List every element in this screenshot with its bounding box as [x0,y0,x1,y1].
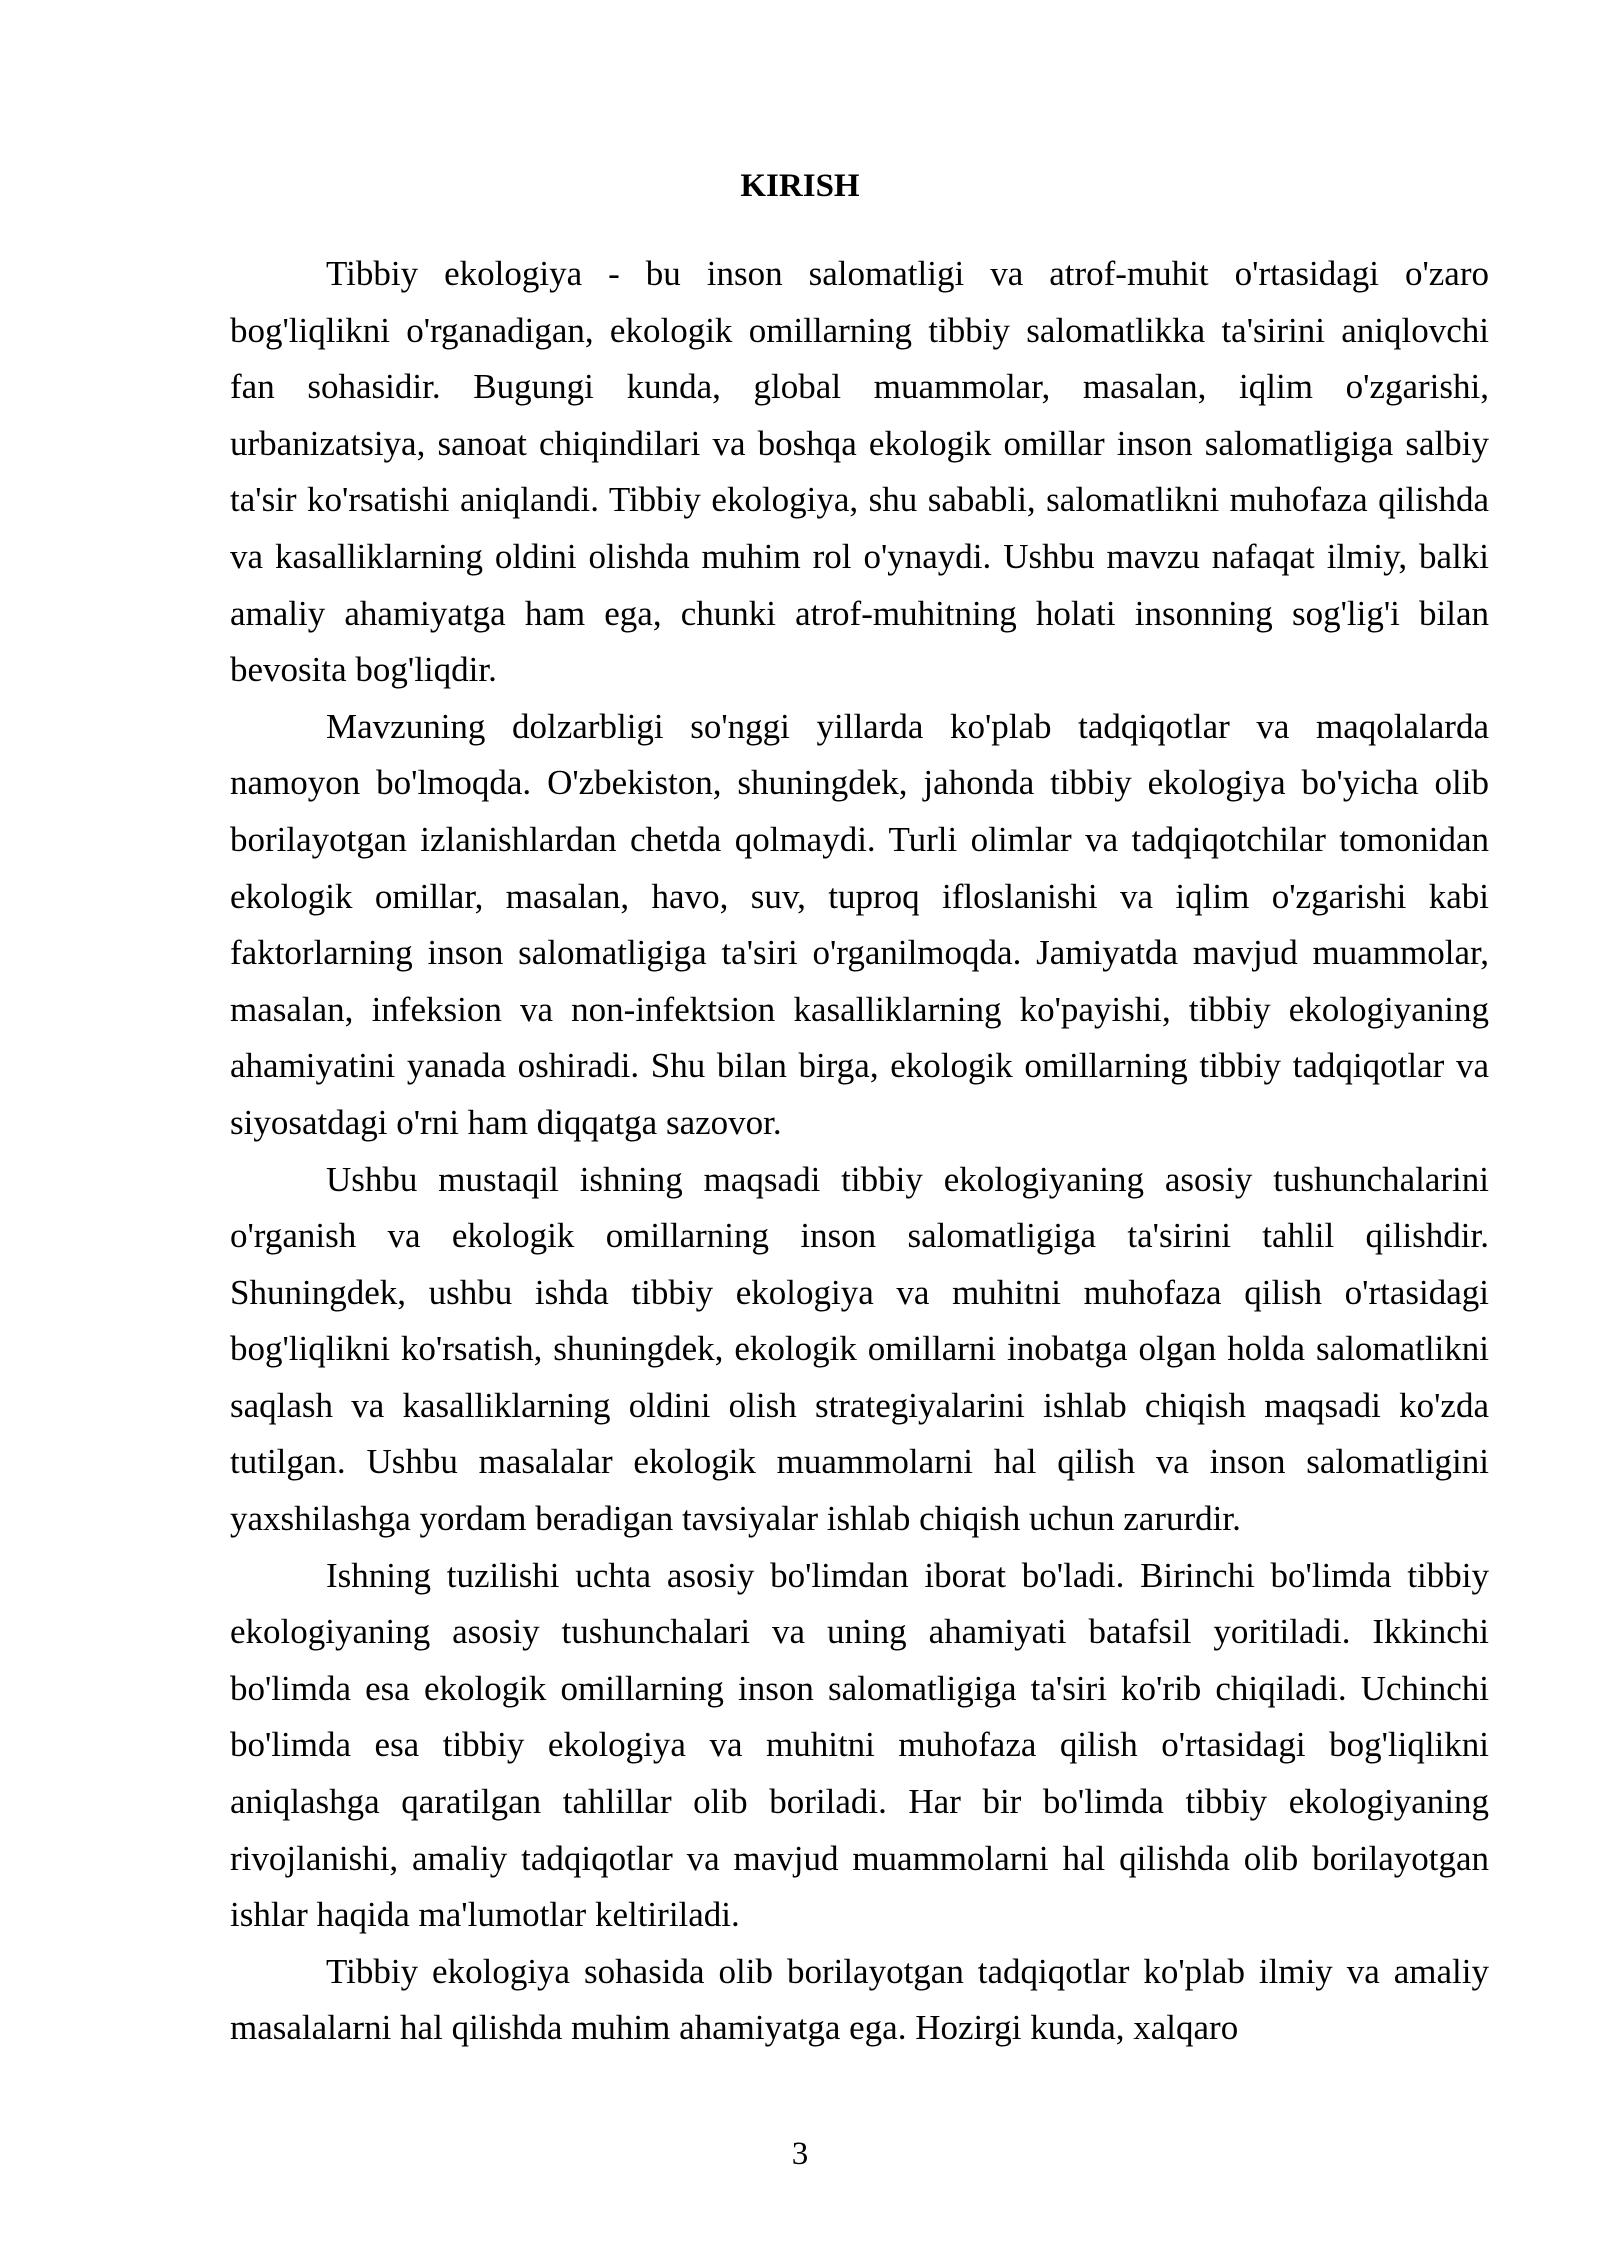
paragraph-5: Tibbiy ekologiya sohasida olib borilayotgan tadqiqotlar ko'plab ilmiy va amaliy masalalarni hal qilishda muhim ahamiyatga ega. Hozirgi kunda, xalqaro [230,1951,1489,2048]
paragraph-2: Mavzuning dolzarbligi so'nggi yillarda ko'plab tadqiqotlar va maqolalarda namoyon bo'lmoqda. O'zbekiston, shuningdek, jahonda tibbiy ekologiya bo'yicha olib borilayotgan izlanishlardan chetda qolmaydi. Turli olimlar va tadqiqotchilar tomonidan ekologik omillar, masalan, havo, suv, tuproq ifloslanishi va iqlim o'zgarishi kabi faktorlarning inson salomatligiga ta'siri o'rganilmoqda. Jamiyatda mavjud muammolar, masalan, infeksion va non-infektsion kasalliklarning ko'payishi, tibbiy ekologiyaning ahamiyatini yanada oshiradi. Shu bilan birga, ekologik omillarning tibbiy tadqiqotlar va siyosatdagi o'rni ham diqqatga sazovor. [230,706,1489,1142]
section-heading: KIRISH [740,168,860,204]
paragraph-3: Ushbu mustaqil ishning maqsadi tibbiy ekologiyaning asosiy tushunchalarini o'rganish va ekologik omillarning inson salomatligiga ta'sirini tahlil qilishdir. Shuningdek, ushbu ishda tibbiy ekologiya va muhitni muhofaza qilish o'rtasidagi bog'liqlikni ko'rsatish, shuningdek, ekologik omillarni inobatga olgan holda salomatlikni saqlash va kasalliklarning oldini olish strategiyalarini ishlab chiqish maqsadi ko'zda tutilgan. Ushbu masalalar ekologik muammolarni hal qilish va inson salomatligini yaxshilashga yordam beradigan tavsiyalar ishlab chiqish uchun zarurdir. [230,1159,1489,1539]
page-number: 3 [791,2136,809,2172]
body-text [230,246,1489,2057]
paragraph-4: Ishning tuzilishi uchta asosiy bo'limdan iborat bo'ladi. Birinchi bo'limda tibbiy ekologiyaning asosiy tushunchalari va uning ahamiyati batafsil yoritiladi. Ikkinchi bo'limda esa ekologik omillarning inson salomatligiga ta'siri ko'rib chiqiladi. Uchinchi bo'limda esa tibbiy ekologiya va muhitni muhofaza qilish o'rtasidagi bog'liqlikni aniqlashga qaratilgan tahlillar olib boriladi. Har bir bo'limda tibbiy ekologiyaning rivojlanishi, amaliy tadqiqotlar va mavjud muammolarni hal qilishda olib borilayotgan ishlar haqida ma'lumotlar keltiriladi. [230,1555,1489,1935]
paragraph-1: Tibbiy ekologiya - bu inson salomatligi va atrof-muhit o'rtasidagi o'zaro bog'liqlikni o'rganadigan, ekologik omillarning tibbiy salomatlikka ta'sirini aniqlovchi fan sohasidir. Bugungi kunda, global muammolar, masalan, iqlim o'zgarishi, urbanizatsiya, sanoat chiqindilari va boshqa ekologik omillar inson salomatligiga salbiy ta'sir ko'rsatishi aniqlandi. Tibbiy ekologiya, shu sababli, salomatlikni muhofaza qilishda va kasalliklarning oldini olishda muhim rol o'ynaydi. Ushbu mavzu nafaqat ilmiy, balki amaliy ahamiyatga ham ega, chunki atrof-muhitning holati insonning sog'lig'i bilan bevosita bog'liqdir. [230,254,1489,690]
